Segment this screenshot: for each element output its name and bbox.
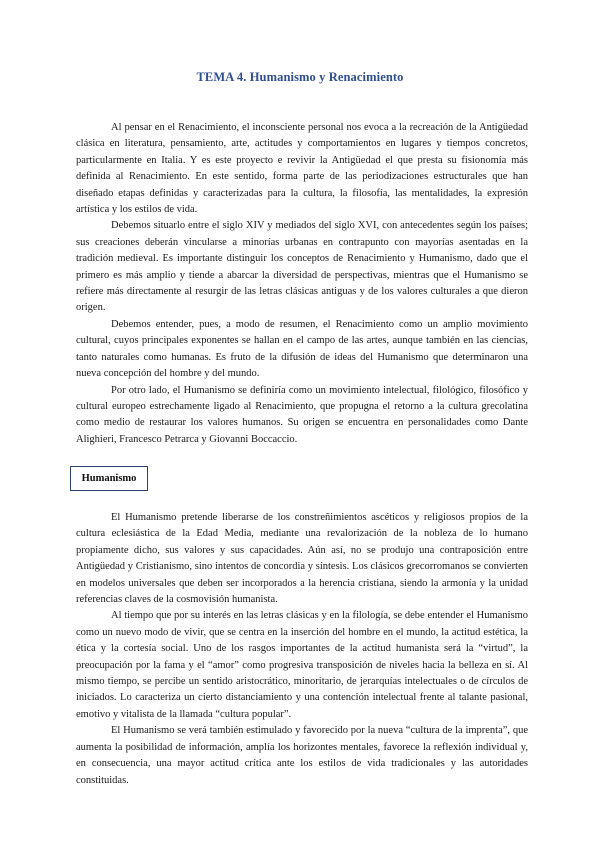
humanismo-paragraph-1: El Humanismo pretende liberarse de los constreñimientos ascéticos y religiosos propios de la cultura eclesiástica de la Edad Media, mediante una revalorización de la nobleza de lo humano propiamente dicho, sus valores y sus capacidades. Aún así, no se produjo una contraposición entre Antigüedad y Cristianismo, sino intentos de concordia y síntesis. Los clásicos grecorromanos se convierten en modelos universales que deben ser incorporados a la herencia cristiana, siendo la armonía y la unidad referencias claves de la cosmovisión humanista. — [76, 512, 528, 606]
humanismo-block — [76, 510, 528, 789]
section-heading-humanismo: Humanismo — [70, 466, 148, 491]
summary-paragraph-2: Por otro lado, el Humanismo se definiría como un movimiento intelectual, filológico, filosófico y cultural europeo estrechamente ligado al Renacimiento, que propugna el retorno a la cultura grecolatina como medio de restaurar los valores humanos. Su origen se encuentra en personalidades como Dante Alighieri, Francesco Petrarca y Giovanni Boccaccio. — [76, 384, 528, 445]
summary-paragraph-1: Debemos entender, pues, a modo de resumen, el Renacimiento como un amplio movimiento cultural, cuyos principales exponentes se hallan en el campo de las artes, aunque también en las ciencias, tanto naturales como humanas. Es fruto de la difusión de ideas del Humanismo que determinaron una nueva concepción del hombre y del mundo. — [76, 319, 528, 380]
document-title: TEMA 4. Humanismo y Renacimiento — [196, 70, 404, 84]
humanismo-paragraph-2: Al tiempo que por su interés en las letras clásicas y en la filología, se debe entender el Humanismo como un nuevo modo de vivir, que se centra en la inserción del hombre en el mundo, la actitud estética, la ética y la cortesía social. Uno de los rasgos importantes de la actitud humanista será la “virtud”, la preocupación por la fama y el “amor” como progresiva transposición de niveles hacia la belleza en sí. Al mismo tiempo, se percibe un sentido aristocrático, minoritario, de jerarquías intelectuales o de círculos de iniciados. Lo caracteriza un cierto distanciamiento y una contención intelectual frente al talante pasional, emotivo y vitalista de la llamada “cultura popular”. — [76, 610, 528, 720]
intro-paragraph-2: Debemos situarlo entre el siglo XIV y mediados del siglo XVI, con antecedentes según los países; sus creaciones deberán vincularse a minorías urbanas en contrapunto con mayorías asentadas en la tradición medieval. Es importante distinguir los conceptos de Renacimiento y Humanismo, dado que el primero es más amplio y tiende a abarcar la diversidad de perspectivas, mientras que el Humanismo se refiere más directamente al resurgir de las letras clásicas antiguas y de los valores culturales a que dieron origen. — [76, 220, 528, 314]
intro-paragraph-1: Al pensar en el Renacimiento, el inconsciente personal nos evoca a la recreación de la Antigüedad clásica en literatura, pensamiento, arte, actitudes y comportamientos en lugares y tiempos concretos, particularmente en Italia. Y es este proyecto e revivir la Antigüedad el que presta su fisionomía más definida al Renacimiento. En este sentido, forma parte de las periodizaciones estructurales que han diseñado etapas definidas y caracterizadas para la cultura, la filosofía, las mentalidades, la expresión artística y los estilos de vida. — [76, 122, 528, 216]
summary-block — [76, 317, 528, 448]
humanismo-paragraph-3: El Humanismo se verá también estimulado y favorecido por la nueva “cultura de la imprenta”, que aumenta la posibilidad de información, amplía los horizontes mentales, favorece la reflexión individual y, en consecuencia, una mayor actitud crítica ante los estilos de vida tradicionales y las autoridades constituidas. — [76, 725, 528, 786]
intro-block — [76, 120, 528, 317]
